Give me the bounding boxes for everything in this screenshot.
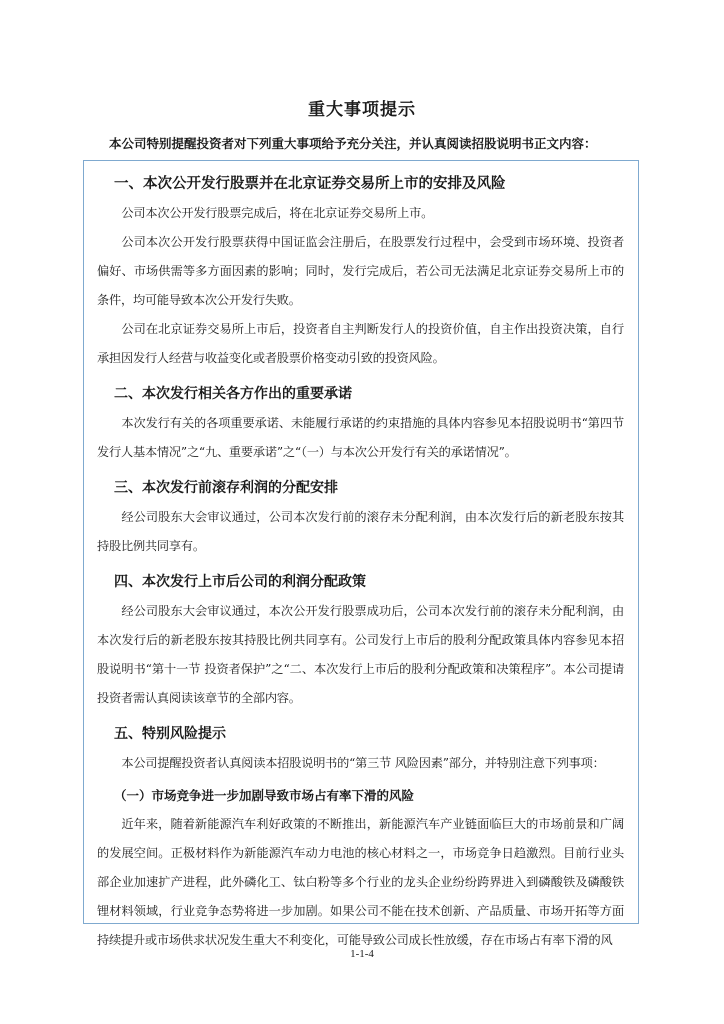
section-heading: 三、本次发行前滚存利润的分配安排 (114, 480, 338, 496)
notice-text: 本公司特别提醒投资者对下列重大事项给予充分关注，并认真阅读招股说明书正文内容： (109, 136, 597, 151)
paragraph: 本次发行有关的各项重要承诺、未能履行承诺的约束措施的具体内容参见本招股说明书“第四节 发行人基本情况”之“九、重要承诺”之“（一）与本次公开发行有关的承诺情况”。 (97, 416, 624, 459)
content-box (83, 160, 639, 947)
section-heading: 五、特别风险提示 (114, 726, 226, 742)
section-heading: 四、本次发行上市后公司的利润分配政策 (114, 574, 366, 590)
section-heading: 一、本次公开发行股票并在北京证券交易所上市的安排及风险 (114, 176, 506, 192)
section-heading: 二、本次发行相关各方作出的重要承诺 (114, 386, 352, 402)
page-title: 重大事项提示 (308, 100, 416, 120)
paragraph: 经公司股东大会审议通过，本次公开发行股票成功后，公司本次发行前的滚存未分配利润，由本次发行后的新老股东按其持股比例共同享有。公司发行上市后的股利分配政策具体内容参见本招股说明书“第十一节 投资者保护”之“二、本次发行上市后的股利分配政策和决策程序”。本公司提请投资者需认真阅读该章节的全部内容。 (97, 604, 624, 705)
paragraph: 公司本次公开发行股票获得中国证监会注册后，在股票发行过程中，会受到市场环境、投资者偏好、市场供需等多方面因素的影响；同时，发行完成后，若公司无法满足北京证券交易所上市的条件，均可能导致本次公开发行失败。 (97, 235, 624, 307)
paragraph: 经公司股东大会审议通过，公司本次发行前的滚存未分配利润，由本次发行后的新老股东按其持股比例共同享有。 (97, 510, 624, 553)
page-number: 1-1-4 (350, 948, 374, 960)
paragraph: 公司在北京证券交易所上市后，投资者自主判断发行人的投资价值，自主作出投资决策，自行承担因发行人经营与收益变化或者股票价格变动引致的投资风险。 (97, 322, 624, 365)
paragraph: 近年来，随着新能源汽车利好政策的不断推出，新能源汽车产业链面临巨大的市场前景和广阔的发展空间。正极材料作为新能源汽车动力电池的核心材料之一，市场竞争日趋激烈。目前行业头部企业加速扩产进程，此外磷化工、钛白粉等多个行业的龙头企业纷纷跨界进入到磷酸铁及磷酸铁锂材料领域，行业竞争态势将进一步加剧。如果公司不能在技术创新、产品质量、市场开拓等方面持续提升或市场供求状况发生重大不利变化，可能导致公司成长性放缓，存在市场占有率下滑的风 (97, 817, 624, 947)
subsection-heading: （一）市场竞争进一步加剧导致市场占有率下滑的风险 (114, 788, 415, 803)
paragraph: 公司本次公开发行股票完成后，将在北京证券交易所上市。 (121, 206, 434, 220)
paragraph: 本公司提醒投资者认真阅读本招股说明书的“第三节 风险因素”部分，并特别注意下列事项： (121, 756, 605, 770)
